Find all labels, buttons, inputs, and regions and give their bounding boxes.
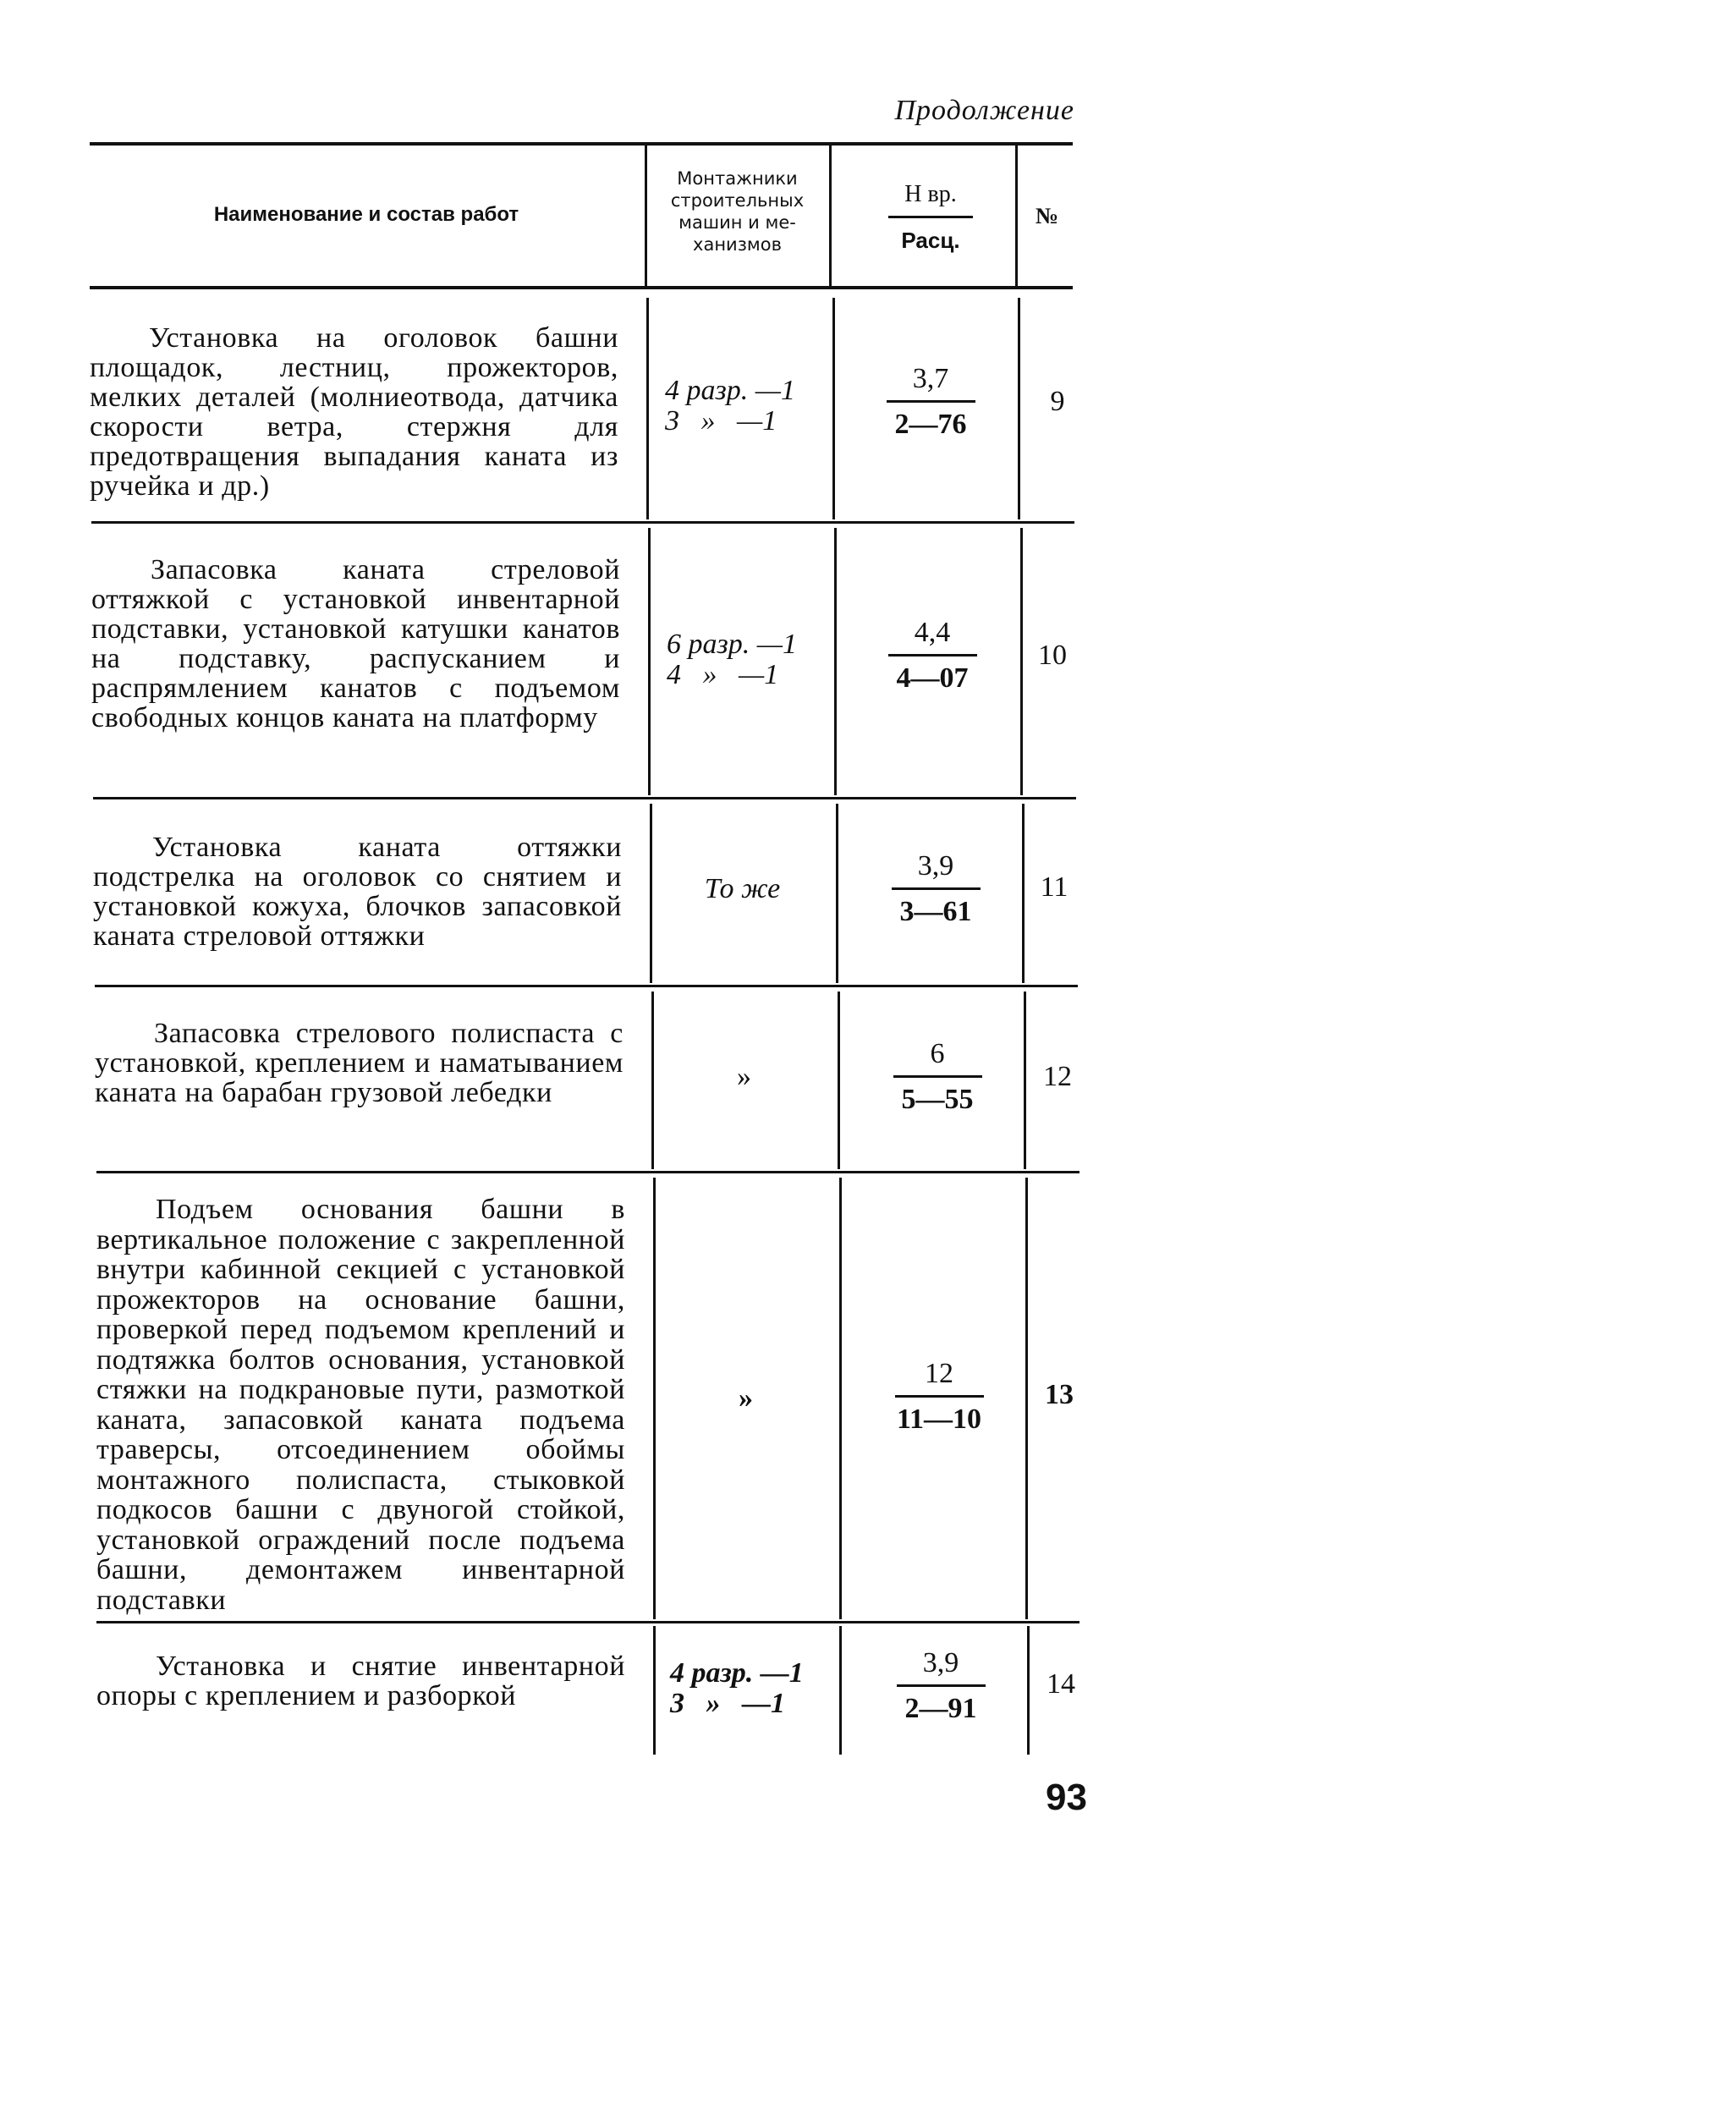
row-1-description: Установка на оголовок башни площадок, лестниц, прожекторов, мелких деталей (молниеотвода, датчика скорости ветра, стержня для предотвращения выпадания каната из ручейка и др.)	[90, 322, 618, 502]
header-norm-time: Н вр.	[904, 181, 957, 207]
row-2-col-sep-2	[834, 528, 837, 795]
row-4-norm-time: 6	[930, 1038, 945, 1069]
row-1-col-sep-2	[832, 298, 835, 519]
row-4-bottom-rule	[96, 1171, 1080, 1173]
row-6-norm	[882, 1646, 1000, 1726]
row-4-norm	[878, 1037, 997, 1117]
row-2-col-sep-1	[648, 528, 651, 795]
row-2-workers-line-1: 6 разр. —1	[667, 629, 797, 660]
row-3-workers-same: То же	[704, 873, 781, 904]
row-2-bottom-rule	[93, 797, 1076, 799]
row-5-col-sep-1	[653, 1178, 656, 1619]
header-workers-line-2: строительных	[670, 190, 805, 211]
row-4-description: Запасовка стрелового полиспаста с установкой, креплением и наматыванием каната на барабан грузовой лебедки	[95, 1018, 624, 1108]
row-1-col-sep-3	[1018, 298, 1020, 519]
row-4-col-sep-2	[838, 992, 840, 1169]
row-5-col-sep-3	[1025, 1178, 1028, 1619]
row-4-workers-same: »	[737, 1061, 751, 1092]
row-6-col-sep-2	[839, 1626, 842, 1755]
row-6-col-sep-1	[653, 1626, 656, 1755]
row-5-norm-bar	[895, 1395, 984, 1398]
row-3-norm-time: 3,9	[917, 850, 954, 882]
row-4-norm-price: 5—55	[901, 1084, 974, 1115]
row-5-description: Подъем основания башни в вертикальное положение с закрепленной внутри кабинной секцией с установкой прожекторов на основание башни, проверкой перед подъемом креплений и подтяжка болтов основания, установкой стяжки на подкрановые пути, размоткой каната, запасовкой каната подъема траверсы, отсоединением обоймы монтажного полиспаста, стыковкой подкосов башни с двуногой стойкой, установкой ограждений после подъема башни, демонтажем инвентарной подставки	[96, 1194, 625, 1616]
row-5-norm-time: 12	[925, 1358, 953, 1389]
row-5-number: 13	[1045, 1379, 1074, 1410]
row-1-norm-bar	[887, 400, 975, 403]
row-1-norm-price: 2—76	[894, 409, 967, 440]
header-norm	[838, 178, 1024, 257]
row-6-norm-price: 2—91	[904, 1693, 977, 1724]
row-6-col-sep-3	[1027, 1626, 1030, 1755]
row-2-norm	[873, 616, 992, 695]
row-2-number: 10	[1038, 640, 1067, 671]
header-workers-line-1: Монтажники	[677, 168, 798, 189]
header-workers-line-4: ханизмов	[693, 234, 782, 255]
row-6-workers-line-2: 3 » —1	[670, 1688, 785, 1719]
header-number: №	[1035, 203, 1059, 228]
row-6-norm-bar	[897, 1684, 986, 1687]
header-col-sep-2	[829, 144, 832, 288]
row-6-description: Установка и снятие инвентарной опоры с креплением и разборкой	[96, 1651, 625, 1711]
row-5-workers-same: »	[739, 1382, 753, 1414]
row-2-workers	[667, 629, 797, 690]
row-4-number: 12	[1043, 1061, 1072, 1092]
row-1-norm	[871, 362, 990, 442]
header-norm-bar	[888, 216, 973, 218]
row-3-norm	[876, 849, 995, 929]
header-workers-line-3: машин и ме-	[678, 212, 796, 233]
row-2-norm-price: 4—07	[896, 662, 969, 694]
header-bottom-rule	[90, 286, 1073, 289]
row-5-bottom-rule	[96, 1621, 1080, 1623]
row-2-workers-line-2: 4 » —1	[667, 659, 779, 690]
row-3-bottom-rule	[95, 985, 1078, 987]
row-1-workers	[665, 376, 795, 437]
row-6-workers-line-1: 4 разр. —1	[670, 1657, 804, 1689]
row-3-col-sep-1	[650, 804, 652, 983]
row-2-description: Запасовка каната стреловой оттяжкой с установкой инвентарной подставки, установкой катушки канатов на подставку, распусканием и распрямлением канатов с подъемом свободных концов каната на платформу	[91, 554, 620, 733]
row-3-col-sep-2	[836, 804, 838, 983]
row-3-description: Установка каната оттяжки подстрелка на оголовок со снятием и установкой кожуха, блочков запасовкой каната стреловой оттяжки	[93, 832, 622, 952]
row-5-norm-price: 11—10	[896, 1404, 982, 1435]
row-1-col-sep-1	[646, 298, 649, 519]
page-number: 93	[1046, 1777, 1087, 1818]
row-3-number: 11	[1040, 871, 1069, 903]
header-norm-price: Расц.	[901, 228, 960, 253]
row-1-number: 9	[1050, 386, 1065, 417]
row-2-col-sep-3	[1020, 528, 1023, 795]
continuation-label: Продолжение	[894, 95, 1074, 126]
row-2-norm-time: 4,4	[914, 617, 951, 648]
row-2-norm-bar	[888, 654, 977, 656]
row-6-norm-time: 3,9	[922, 1647, 959, 1678]
row-1-workers-line-1: 4 разр. —1	[665, 375, 795, 406]
header-name: Наименование и состав работ	[213, 203, 519, 226]
table-top-rule	[90, 142, 1073, 146]
row-1-norm-time: 3,7	[912, 363, 949, 394]
row-5-col-sep-2	[839, 1178, 842, 1619]
row-3-norm-bar	[892, 887, 981, 890]
row-1-workers-line-2: 3 » —1	[665, 405, 777, 437]
row-3-norm-price: 3—61	[899, 896, 972, 927]
row-6-workers	[670, 1658, 804, 1719]
row-4-col-sep-1	[651, 992, 654, 1169]
header-workers	[646, 168, 828, 255]
row-1-bottom-rule	[91, 521, 1074, 524]
row-5-norm	[880, 1357, 998, 1437]
row-6-number: 14	[1047, 1668, 1075, 1700]
row-4-col-sep-3	[1024, 992, 1026, 1169]
row-3-col-sep-3	[1022, 804, 1025, 983]
row-4-norm-bar	[893, 1075, 982, 1078]
